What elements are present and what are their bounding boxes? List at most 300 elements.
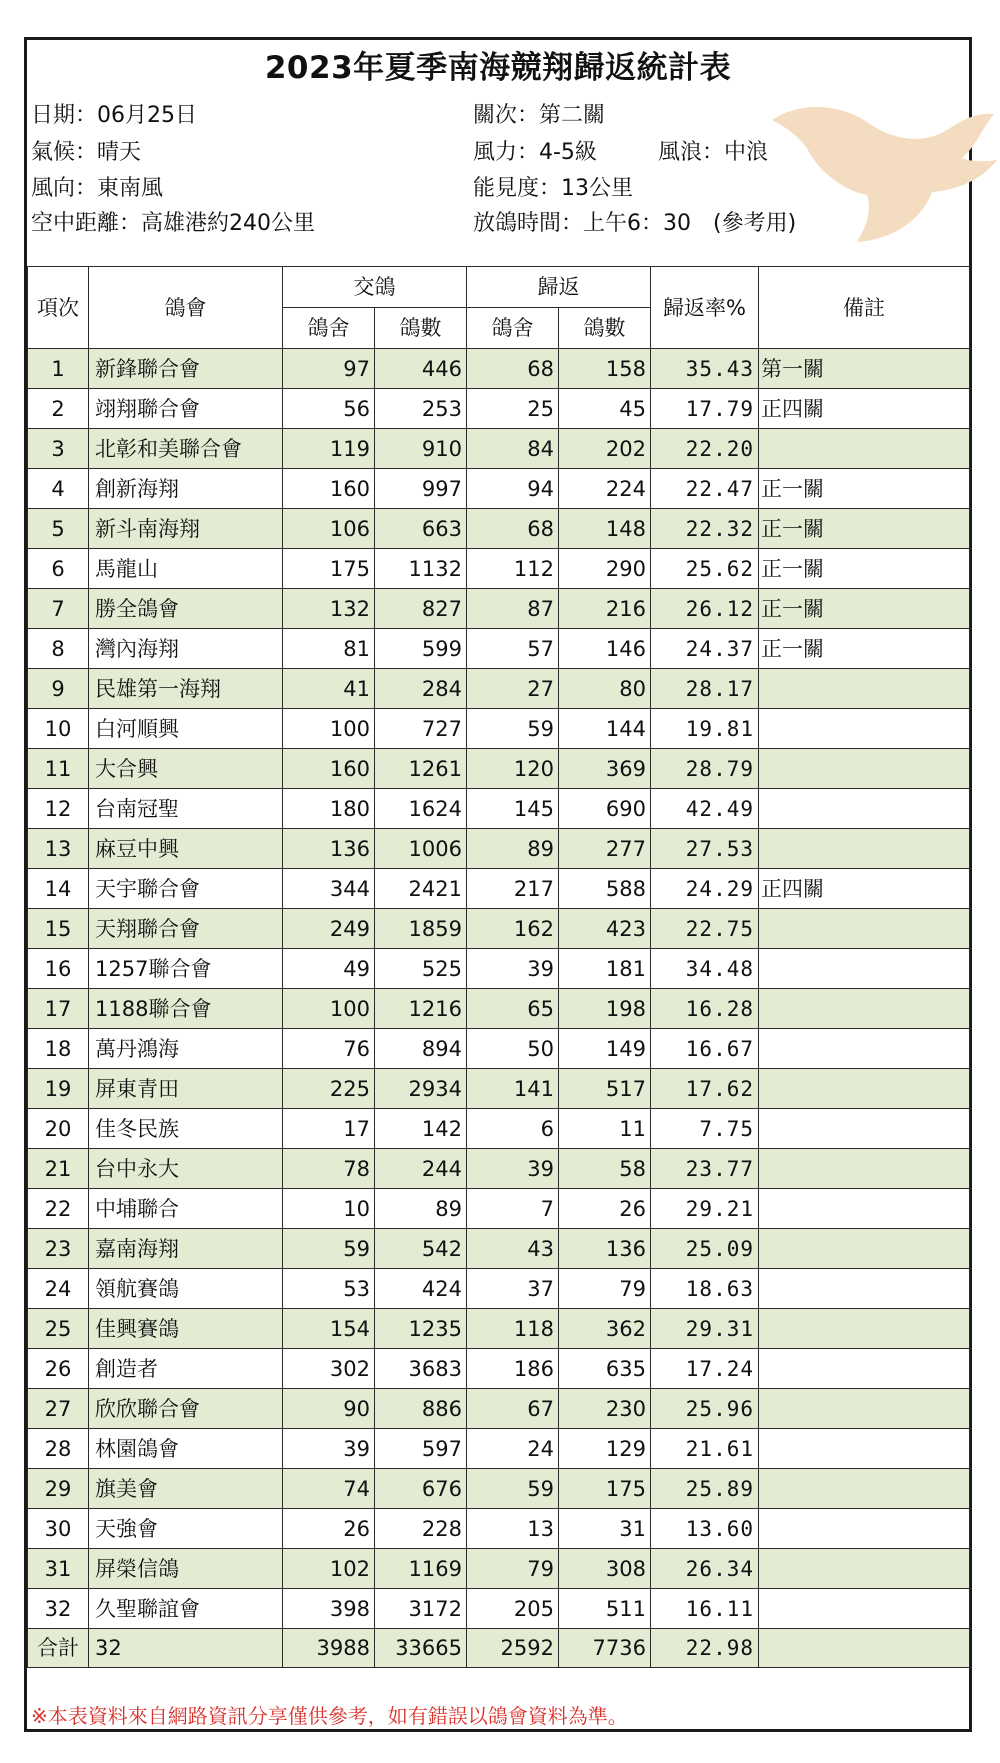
cell-sent-birds: 1169 [375, 1549, 467, 1589]
cell-returned-birds: 146 [559, 629, 651, 669]
cell-sent-birds: 525 [375, 949, 467, 989]
stats-sheet [24, 37, 972, 1732]
cell-returned-birds: 175 [559, 1469, 651, 1509]
cell-rate: 17.79 [651, 389, 759, 429]
cell-returned-lofts: 79 [467, 1549, 559, 1589]
cell-club: 北彰和美聯合會 [89, 429, 283, 469]
info-wind-force: 風力：4-5級 [473, 140, 597, 165]
cell-sent-birds: 1216 [375, 989, 467, 1029]
table-row [28, 349, 970, 389]
cell-club: 創新海翔 [89, 469, 283, 509]
cell-rate: 18.63 [651, 1269, 759, 1309]
cell-no: 4 [28, 469, 89, 509]
cell-sent-birds: 542 [375, 1229, 467, 1269]
info-visibility: 能見度：13公里 [473, 176, 633, 201]
table-row [28, 1349, 970, 1389]
cell-club: 勝全鴿會 [89, 589, 283, 629]
cell-sent-birds: 446 [375, 349, 467, 389]
cell-note: 正一關 [759, 469, 970, 509]
cell-sent-lofts: 100 [283, 709, 375, 749]
cell-sent-lofts: 41 [283, 669, 375, 709]
table-row [28, 469, 970, 509]
cell-note [759, 829, 970, 869]
cell-rate: 16.28 [651, 989, 759, 1029]
cell-sent-birds: 284 [375, 669, 467, 709]
cell-returned-lofts: 50 [467, 1029, 559, 1069]
table-row [28, 1309, 970, 1349]
cell-sent-birds: 3683 [375, 1349, 467, 1389]
cell-note [759, 1469, 970, 1509]
cell-sent-birds: 886 [375, 1389, 467, 1429]
cell-sent-birds: 997 [375, 469, 467, 509]
cell-returned-lofts: 68 [467, 349, 559, 389]
cell-sent-lofts: 97 [283, 349, 375, 389]
info-waves: 風浪：中浪 [658, 140, 769, 165]
cell-no: 5 [28, 509, 89, 549]
cell-note [759, 669, 970, 709]
cell-returned-lofts: 84 [467, 429, 559, 469]
cell-returned-birds: 224 [559, 469, 651, 509]
cell-club: 1257聯合會 [89, 949, 283, 989]
table-row [28, 869, 970, 909]
cell-sent-birds: 2421 [375, 869, 467, 909]
info-date: 日期：06月25日 [31, 103, 197, 128]
cell-rate: 26.34 [651, 1549, 759, 1589]
table-row [28, 949, 970, 989]
cell-club: 台中永大 [89, 1149, 283, 1189]
cell-returned-birds: 369 [559, 749, 651, 789]
cell-sent-birds: 1235 [375, 1309, 467, 1349]
cell-rate: 16.67 [651, 1029, 759, 1069]
table-row [28, 389, 970, 429]
cell-sent-lofts: 160 [283, 749, 375, 789]
cell-sent-birds: 1261 [375, 749, 467, 789]
cell-returned-birds: 136 [559, 1229, 651, 1269]
cell-no: 13 [28, 829, 89, 869]
cell-no: 21 [28, 1149, 89, 1189]
cell-returned-birds: 588 [559, 869, 651, 909]
cell-note [759, 1029, 970, 1069]
cell-sent-birds: 676 [375, 1469, 467, 1509]
total-club-count: 32 [89, 1629, 283, 1668]
cell-club: 天強會 [89, 1509, 283, 1549]
cell-returned-birds: 635 [559, 1349, 651, 1389]
cell-no: 7 [28, 589, 89, 629]
cell-club: 台南冠聖 [89, 789, 283, 829]
cell-no: 3 [28, 429, 89, 469]
total-note [759, 1629, 970, 1668]
cell-rate: 22.47 [651, 469, 759, 509]
cell-note [759, 1229, 970, 1269]
cell-returned-birds: 202 [559, 429, 651, 469]
cell-returned-birds: 423 [559, 909, 651, 949]
cell-returned-birds: 230 [559, 1389, 651, 1429]
cell-sent-lofts: 81 [283, 629, 375, 669]
cell-returned-lofts: 7 [467, 1189, 559, 1229]
cell-rate: 17.62 [651, 1069, 759, 1109]
info-distance: 空中距離：高雄港約240公里 [31, 211, 315, 236]
cell-note [759, 989, 970, 1029]
cell-returned-birds: 290 [559, 549, 651, 589]
cell-returned-lofts: 141 [467, 1069, 559, 1109]
cell-note [759, 709, 970, 749]
cell-note: 正一關 [759, 549, 970, 589]
cell-sent-lofts: 78 [283, 1149, 375, 1189]
cell-returned-birds: 144 [559, 709, 651, 749]
cell-rate: 27.53 [651, 829, 759, 869]
cell-rate: 17.24 [651, 1349, 759, 1389]
cell-note [759, 1429, 970, 1469]
cell-returned-lofts: 118 [467, 1309, 559, 1349]
cell-rate: 16.11 [651, 1589, 759, 1629]
header-returned-birds: 鴿數 [559, 308, 651, 349]
cell-no: 19 [28, 1069, 89, 1109]
cell-note [759, 749, 970, 789]
cell-returned-lofts: 43 [467, 1229, 559, 1269]
cell-returned-lofts: 6 [467, 1109, 559, 1149]
total-sent-birds: 33665 [375, 1629, 467, 1668]
cell-note: 第一關 [759, 349, 970, 389]
table-row [28, 1189, 970, 1229]
cell-returned-birds: 511 [559, 1589, 651, 1629]
cell-note [759, 1309, 970, 1349]
cell-returned-lofts: 24 [467, 1429, 559, 1469]
cell-club: 1188聯合會 [89, 989, 283, 1029]
table-row [28, 1069, 970, 1109]
cell-club: 創造者 [89, 1349, 283, 1389]
cell-note [759, 1189, 970, 1229]
cell-sent-lofts: 225 [283, 1069, 375, 1109]
return-stats-table [27, 266, 970, 1668]
cell-club: 中埔聯合 [89, 1189, 283, 1229]
cell-returned-lofts: 37 [467, 1269, 559, 1309]
cell-returned-birds: 45 [559, 389, 651, 429]
cell-sent-birds: 727 [375, 709, 467, 749]
cell-returned-lofts: 162 [467, 909, 559, 949]
cell-returned-birds: 80 [559, 669, 651, 709]
cell-sent-birds: 1132 [375, 549, 467, 589]
cell-sent-birds: 827 [375, 589, 467, 629]
cell-sent-lofts: 119 [283, 429, 375, 469]
cell-sent-lofts: 26 [283, 1509, 375, 1549]
cell-sent-lofts: 10 [283, 1189, 375, 1229]
cell-sent-lofts: 175 [283, 549, 375, 589]
cell-rate: 19.81 [651, 709, 759, 749]
cell-no: 16 [28, 949, 89, 989]
cell-rate: 22.32 [651, 509, 759, 549]
cell-returned-birds: 26 [559, 1189, 651, 1229]
cell-returned-birds: 58 [559, 1149, 651, 1189]
cell-sent-lofts: 398 [283, 1589, 375, 1629]
header-sent-group: 交鴿 [283, 267, 467, 308]
cell-no: 14 [28, 869, 89, 909]
cell-sent-birds: 424 [375, 1269, 467, 1309]
cell-club: 天宇聯合會 [89, 869, 283, 909]
cell-note [759, 1269, 970, 1309]
cell-returned-lofts: 205 [467, 1589, 559, 1629]
cell-note: 正一關 [759, 509, 970, 549]
cell-rate: 13.60 [651, 1509, 759, 1549]
cell-rate: 21.61 [651, 1429, 759, 1469]
cell-sent-lofts: 53 [283, 1269, 375, 1309]
cell-no: 17 [28, 989, 89, 1029]
table-row [28, 429, 970, 469]
cell-club: 民雄第一海翔 [89, 669, 283, 709]
cell-sent-lofts: 59 [283, 1229, 375, 1269]
cell-sent-lofts: 136 [283, 829, 375, 869]
cell-no: 11 [28, 749, 89, 789]
cell-sent-birds: 244 [375, 1149, 467, 1189]
cell-returned-lofts: 67 [467, 1389, 559, 1429]
cell-returned-birds: 308 [559, 1549, 651, 1589]
cell-no: 25 [28, 1309, 89, 1349]
cell-no: 30 [28, 1509, 89, 1549]
cell-note [759, 1509, 970, 1549]
cell-no: 20 [28, 1109, 89, 1149]
cell-returned-birds: 277 [559, 829, 651, 869]
cell-no: 26 [28, 1349, 89, 1389]
cell-club: 久聖聯誼會 [89, 1589, 283, 1629]
cell-no: 1 [28, 349, 89, 389]
cell-note [759, 789, 970, 829]
cell-club: 旗美會 [89, 1469, 283, 1509]
cell-sent-birds: 1859 [375, 909, 467, 949]
cell-returned-lofts: 39 [467, 1149, 559, 1189]
cell-returned-lofts: 112 [467, 549, 559, 589]
cell-note [759, 949, 970, 989]
header-returned-group: 歸返 [467, 267, 651, 308]
cell-sent-birds: 253 [375, 389, 467, 429]
cell-sent-lofts: 102 [283, 1549, 375, 1589]
cell-rate: 34.48 [651, 949, 759, 989]
cell-returned-birds: 198 [559, 989, 651, 1029]
cell-rate: 22.75 [651, 909, 759, 949]
table-row [28, 1589, 970, 1629]
header-note: 備註 [759, 267, 970, 349]
cell-rate: 29.31 [651, 1309, 759, 1349]
cell-returned-lofts: 27 [467, 669, 559, 709]
cell-no: 9 [28, 669, 89, 709]
cell-sent-lofts: 249 [283, 909, 375, 949]
cell-returned-lofts: 13 [467, 1509, 559, 1549]
cell-club: 新斗南海翔 [89, 509, 283, 549]
cell-no: 31 [28, 1549, 89, 1589]
cell-returned-lofts: 68 [467, 509, 559, 549]
cell-no: 27 [28, 1389, 89, 1429]
cell-club: 白河順興 [89, 709, 283, 749]
table-row [28, 989, 970, 1029]
cell-sent-lofts: 106 [283, 509, 375, 549]
cell-rate: 25.89 [651, 1469, 759, 1509]
cell-rate: 35.43 [651, 349, 759, 389]
cell-sent-birds: 663 [375, 509, 467, 549]
cell-sent-lofts: 100 [283, 989, 375, 1029]
cell-returned-lofts: 120 [467, 749, 559, 789]
cell-club: 屏東青田 [89, 1069, 283, 1109]
cell-sent-lofts: 302 [283, 1349, 375, 1389]
table-row [28, 709, 970, 749]
table-row [28, 669, 970, 709]
cell-returned-lofts: 57 [467, 629, 559, 669]
cell-note [759, 1149, 970, 1189]
cell-sent-lofts: 90 [283, 1389, 375, 1429]
cell-club: 天翔聯合會 [89, 909, 283, 949]
cell-sent-lofts: 56 [283, 389, 375, 429]
cell-rate: 28.79 [651, 749, 759, 789]
info-weather: 氣候：晴天 [31, 140, 142, 165]
total-returned-lofts: 2592 [467, 1629, 559, 1668]
cell-rate: 23.77 [651, 1149, 759, 1189]
table-row [28, 1229, 970, 1269]
table-row [28, 749, 970, 789]
cell-returned-lofts: 94 [467, 469, 559, 509]
cell-club: 領航賽鴿 [89, 1269, 283, 1309]
cell-note: 正四關 [759, 869, 970, 909]
total-label: 合計 [28, 1629, 89, 1668]
cell-no: 29 [28, 1469, 89, 1509]
header-no: 項次 [28, 267, 89, 349]
cell-sent-lofts: 74 [283, 1469, 375, 1509]
cell-no: 15 [28, 909, 89, 949]
cell-club: 欣欣聯合會 [89, 1389, 283, 1429]
cell-rate: 25.62 [651, 549, 759, 589]
table-row [28, 829, 970, 869]
cell-note: 正四關 [759, 389, 970, 429]
cell-rate: 42.49 [651, 789, 759, 829]
cell-sent-birds: 599 [375, 629, 467, 669]
cell-sent-lofts: 17 [283, 1109, 375, 1149]
info-wind-direction: 風向：東南風 [31, 176, 164, 201]
cell-rate: 7.75 [651, 1109, 759, 1149]
header-club: 鴿會 [89, 267, 283, 349]
cell-club: 馬龍山 [89, 549, 283, 589]
cell-rate: 25.09 [651, 1229, 759, 1269]
cell-note [759, 1389, 970, 1429]
cell-sent-birds: 3172 [375, 1589, 467, 1629]
cell-returned-birds: 158 [559, 349, 651, 389]
cell-note: 正一關 [759, 589, 970, 629]
cell-club: 林園鴿會 [89, 1429, 283, 1469]
table-row [28, 1269, 970, 1309]
dove-icon [772, 100, 1000, 270]
cell-club: 麻豆中興 [89, 829, 283, 869]
cell-sent-birds: 597 [375, 1429, 467, 1469]
cell-no: 23 [28, 1229, 89, 1269]
cell-returned-lofts: 59 [467, 709, 559, 749]
cell-returned-lofts: 186 [467, 1349, 559, 1389]
total-sent-lofts: 3988 [283, 1629, 375, 1668]
cell-club: 佳冬民族 [89, 1109, 283, 1149]
cell-rate: 28.17 [651, 669, 759, 709]
cell-sent-birds: 142 [375, 1109, 467, 1149]
cell-sent-birds: 89 [375, 1189, 467, 1229]
table-row [28, 509, 970, 549]
table-body [28, 349, 970, 1629]
cell-sent-lofts: 49 [283, 949, 375, 989]
table-row [28, 909, 970, 949]
cell-club: 屏榮信鴿 [89, 1549, 283, 1589]
table-row [28, 789, 970, 829]
cell-no: 18 [28, 1029, 89, 1069]
cell-returned-birds: 362 [559, 1309, 651, 1349]
total-row [28, 1629, 970, 1668]
cell-club: 翊翔聯合會 [89, 389, 283, 429]
cell-sent-lofts: 154 [283, 1309, 375, 1349]
cell-no: 6 [28, 549, 89, 589]
info-release-time: 放鴿時間：上午6：30 (參考用) [473, 211, 797, 236]
cell-no: 8 [28, 629, 89, 669]
cell-club: 萬丹鴻海 [89, 1029, 283, 1069]
table-row [28, 589, 970, 629]
cell-returned-birds: 11 [559, 1109, 651, 1149]
table-row [28, 1549, 970, 1589]
table-row [28, 1389, 970, 1429]
cell-returned-lofts: 89 [467, 829, 559, 869]
footnote: ※本表資料來自網路資訊分享僅供參考，如有錯誤以鴿會資料為準。 [31, 1704, 628, 1728]
cell-note: 正一關 [759, 629, 970, 669]
cell-sent-lofts: 180 [283, 789, 375, 829]
table-row [28, 629, 970, 669]
cell-note [759, 1549, 970, 1589]
cell-rate: 24.37 [651, 629, 759, 669]
cell-sent-birds: 2934 [375, 1069, 467, 1109]
cell-returned-birds: 517 [559, 1069, 651, 1109]
cell-sent-lofts: 39 [283, 1429, 375, 1469]
cell-sent-birds: 894 [375, 1029, 467, 1069]
cell-sent-birds: 1624 [375, 789, 467, 829]
table-row [28, 1429, 970, 1469]
header-sent-lofts: 鴿舍 [283, 308, 375, 349]
cell-returned-lofts: 39 [467, 949, 559, 989]
cell-note [759, 1069, 970, 1109]
cell-rate: 22.20 [651, 429, 759, 469]
cell-rate: 26.12 [651, 589, 759, 629]
cell-rate: 25.96 [651, 1389, 759, 1429]
total-returned-birds: 7736 [559, 1629, 651, 1668]
cell-note [759, 909, 970, 949]
header-sent-birds: 鴿數 [375, 308, 467, 349]
cell-returned-lofts: 65 [467, 989, 559, 1029]
cell-returned-birds: 181 [559, 949, 651, 989]
cell-club: 新鋒聯合會 [89, 349, 283, 389]
cell-sent-birds: 1006 [375, 829, 467, 869]
cell-sent-lofts: 132 [283, 589, 375, 629]
cell-returned-lofts: 145 [467, 789, 559, 829]
cell-returned-birds: 79 [559, 1269, 651, 1309]
total-rate: 22.98 [651, 1629, 759, 1668]
cell-club: 嘉南海翔 [89, 1229, 283, 1269]
table-row [28, 1149, 970, 1189]
cell-note [759, 1349, 970, 1389]
cell-club: 佳興賽鴿 [89, 1309, 283, 1349]
cell-returned-lofts: 25 [467, 389, 559, 429]
cell-note [759, 429, 970, 469]
header-rate: 歸返率% [651, 267, 759, 349]
cell-note [759, 1109, 970, 1149]
table-row [28, 549, 970, 589]
cell-returned-birds: 31 [559, 1509, 651, 1549]
cell-sent-lofts: 160 [283, 469, 375, 509]
info-stage: 關次：第二關 [473, 103, 606, 128]
table-row [28, 1109, 970, 1149]
cell-sent-lofts: 76 [283, 1029, 375, 1069]
header-returned-lofts: 鴿舍 [467, 308, 559, 349]
cell-returned-birds: 690 [559, 789, 651, 829]
cell-no: 2 [28, 389, 89, 429]
cell-note [759, 1589, 970, 1629]
cell-no: 32 [28, 1589, 89, 1629]
cell-no: 12 [28, 789, 89, 829]
